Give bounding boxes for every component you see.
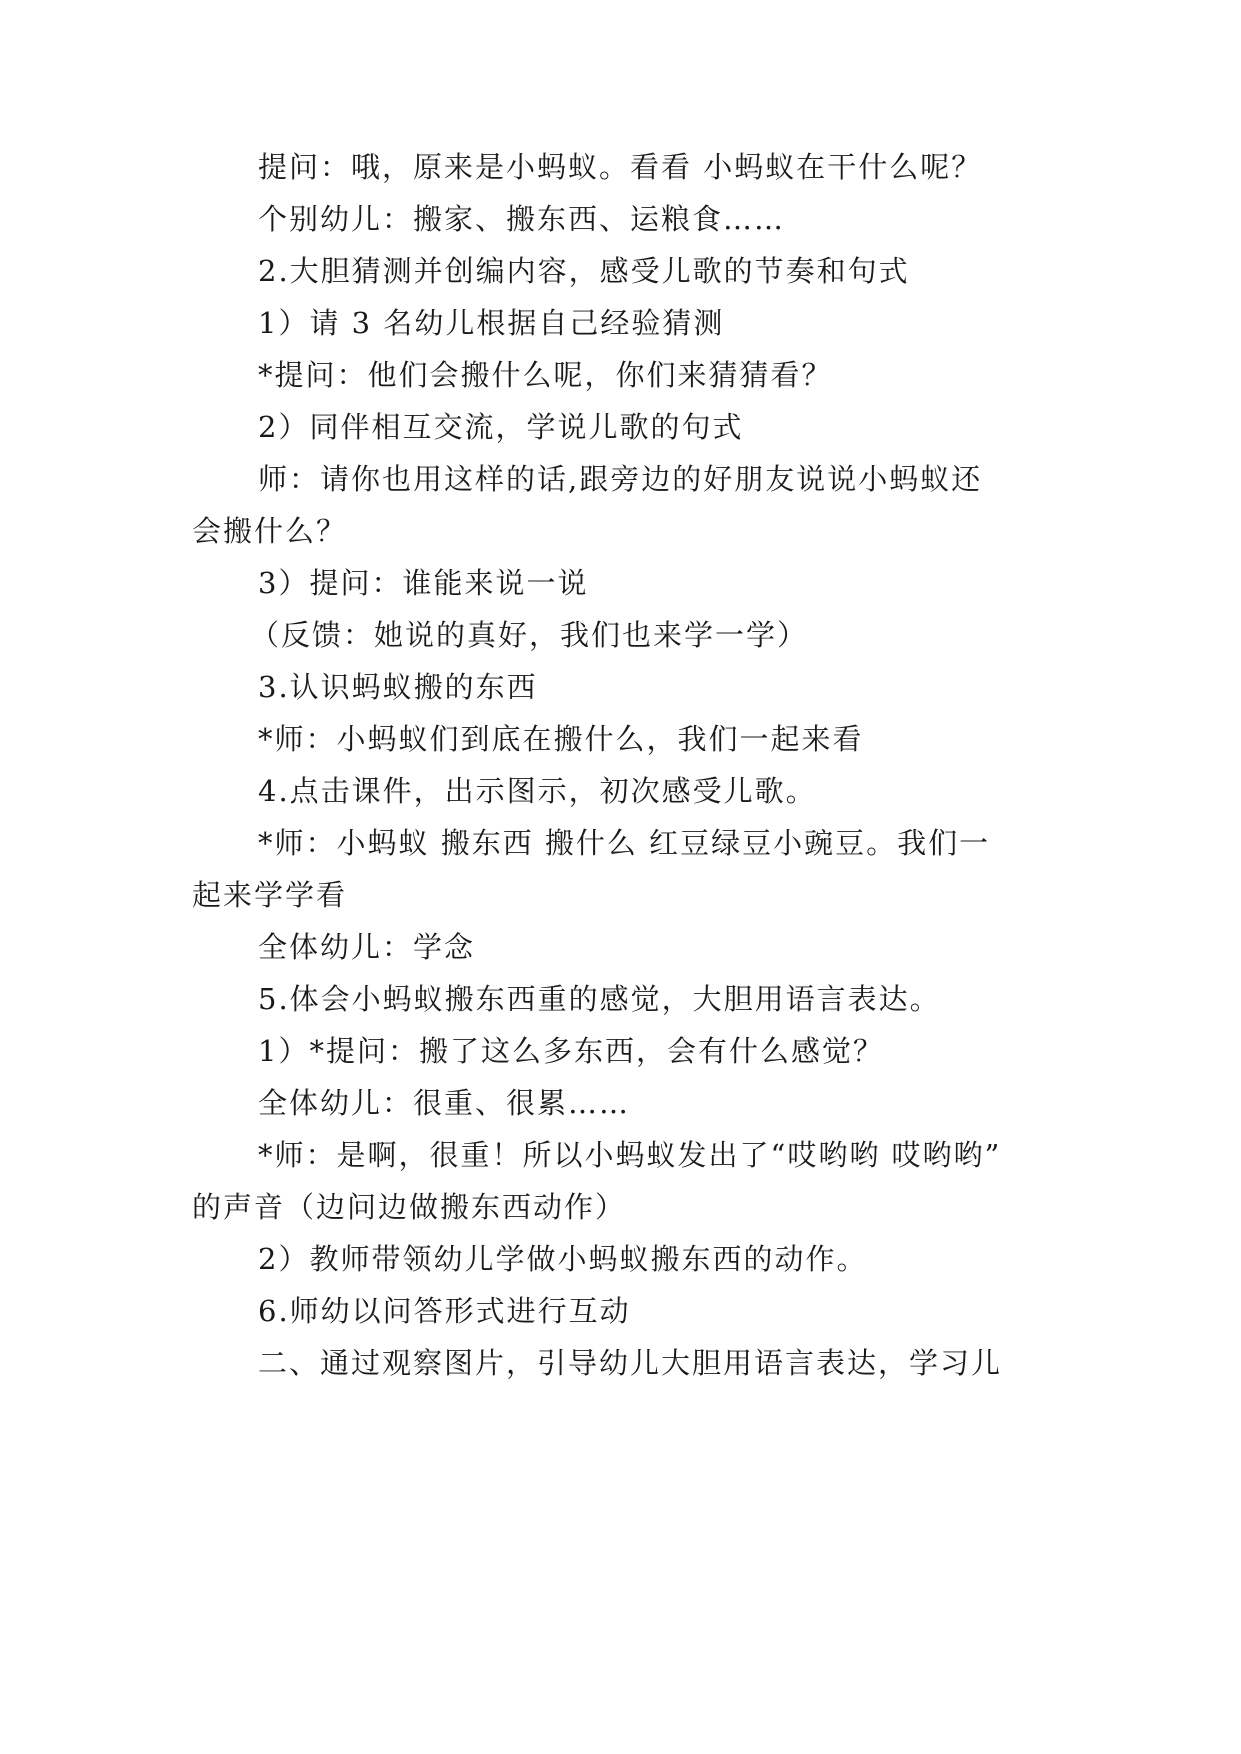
- text-line: 5.体会小蚂蚁搬东西重的感觉，大胆用语言表达。: [258, 982, 941, 1016]
- text-line: 1）请 3 名幼儿根据自己经验猜测: [258, 306, 725, 340]
- text-line: 3）提问：谁能来说一说: [258, 566, 589, 600]
- text-line: 3.认识蚂蚁搬的东西: [258, 670, 538, 704]
- text-line: 二、通过观察图片，引导幼儿大胆用语言表达，学习儿: [258, 1346, 1003, 1380]
- text-line: *师：小蚂蚁 搬东西 搬什么 红豆绿豆小豌豆。我们一: [258, 826, 991, 860]
- text-line: *提问：他们会搬什么呢，你们来猜猜看？: [258, 358, 833, 392]
- text-line: 4.点击课件，出示图示，初次感受儿歌。: [258, 774, 817, 808]
- text-line: 全体幼儿：很重、很累……: [258, 1086, 631, 1120]
- text-line: （反馈：她说的真好，我们也来学一学）: [250, 618, 809, 652]
- text-line: 起来学学看: [192, 878, 348, 912]
- text-line: 2）同伴相互交流，学说儿歌的句式: [258, 410, 744, 444]
- text-line: 1）*提问：搬了这么多东西，会有什么感觉？: [258, 1034, 884, 1068]
- text-line: 师：请你也用这样的话,跟旁边的好朋友说说小蚂蚁还: [258, 462, 983, 496]
- text-line: *师：小蚂蚁们到底在搬什么，我们一起来看: [258, 722, 864, 756]
- text-line: 2）教师带领幼儿学做小蚂蚁搬东西的动作。: [258, 1242, 868, 1276]
- text-line: *师：是啊，很重！所以小蚂蚁发出了“哎哟哟 哎哟哟”: [258, 1138, 1002, 1172]
- text-line: 个别幼儿：搬家、搬东西、运粮食……: [258, 202, 786, 236]
- text-line: 提问：哦，原来是小蚂蚁。看看 小蚂蚁在干什么呢？: [258, 150, 983, 184]
- text-line: 的声音（边问边做搬东西动作）: [192, 1190, 627, 1224]
- text-line: 6.师幼以问答形式进行互动: [258, 1294, 631, 1328]
- text-line: 会搬什么？: [192, 514, 348, 548]
- text-line: 2.大胆猜测并创编内容，感受儿歌的节奏和句式: [258, 254, 910, 288]
- text-line: 全体幼儿：学念: [258, 930, 476, 964]
